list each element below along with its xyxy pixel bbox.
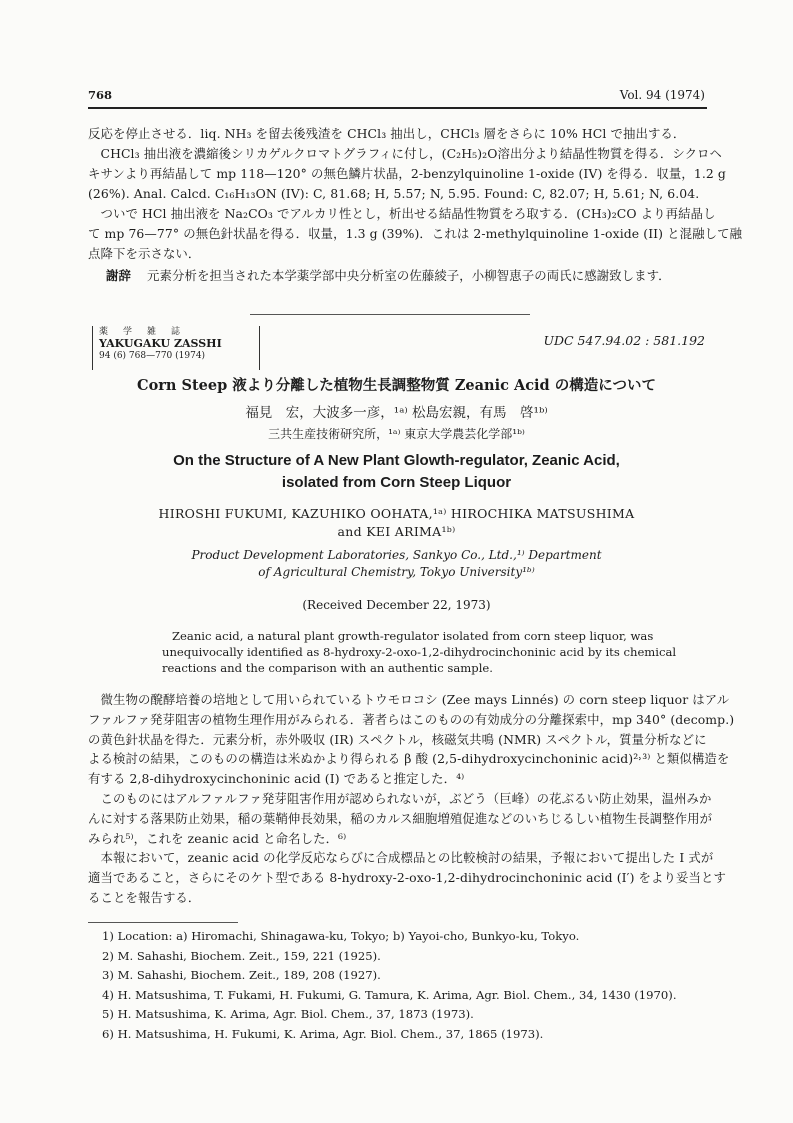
affiliation-japanese: 三共生産技術研究所，¹ᵃ⁾ 東京大学農芸化学部¹ᵇ⁾ — [268, 427, 525, 441]
journal-name-en: YAKUGAKU ZASSHI — [99, 337, 222, 350]
abstract-line: reactions and the comparison with an authentic sample. — [162, 661, 493, 675]
body-line: 微生物の醗酵培養の培地として用いられているトウモロコシ (Zee mays Linnés) の corn steep liquor はアル — [88, 692, 730, 707]
footnotes — [102, 927, 677, 1044]
body-line: ファルファ発芽阻害の植物生理作用がみられる．著者らはこのものの有効成分の分離探索中，mp 340° (decomp.) — [88, 711, 735, 727]
footnote: 2) M. Sahashi, Biochem. Zeit., 159, 221 (1925). — [102, 948, 381, 963]
authors-english-line2: and KEI ARIMA¹ᵇ⁾ — [337, 524, 456, 539]
abstract-line: Zeanic acid, a natural plant growth-regulator isolated from corn steep liquor, was — [172, 629, 654, 643]
journal-name-jp: 薬 学 雑 誌 — [99, 327, 184, 337]
affiliation-english-line1: Product Development Laboratories, Sankyo Co., Ltd.,¹⁾ Department — [191, 548, 602, 562]
acknowledgement-label: 謝辞 — [106, 268, 131, 283]
body-line: よる検討の結果，このものの構造は米ぬかより得られる β 酸 (2,5-dihydroxycinchoninic acid)²˒³⁾ と類似構造を — [88, 751, 730, 767]
prev-line: 点降下を示さない． — [88, 246, 201, 261]
header-rule — [88, 107, 707, 109]
title-english-line2: isolated from Corn Steep Liquor — [281, 474, 512, 491]
footnote: 5) H. Matsushima, K. Arima, Agr. Biol. Chem., 37, 1873 (1973). — [102, 1007, 474, 1021]
footnote: 4) H. Matsushima, T. Fukami, H. Fukumi, G. Tamura, K. Arima, Agr. Biol. Chem., 34, 1430 (1970). — [102, 987, 677, 1002]
footnote: 3) M. Sahashi, Biochem. Zeit., 189, 208 (1927). — [102, 968, 381, 982]
previous-article-text — [88, 124, 743, 264]
prev-line: ついで HCl 抽出液を Na₂CO₃ でアルカリ性とし，析出せる結晶性物質をろ取する．(CH₃)₂CO より再結晶し — [88, 206, 716, 221]
journal-citation: 94 (6) 768—770 (1974) — [99, 351, 206, 361]
body-line: ることを報告する． — [88, 889, 201, 905]
footnote: 1) Location: a) Hiromachi, Shinagawa-ku, Tokyo; b) Yayoi-cho, Bunkyo-ku, Tokyo. — [102, 929, 580, 943]
page-number: 768 — [88, 88, 113, 102]
body-line: 適当であること，さらにそのケト型である 8-hydroxy-2-oxo-1,2-dihydrocinchoninic acid (I′) をより妥当とす — [88, 870, 726, 886]
prev-line: CHCl₃ 抽出液を濃縮後シリカゲルクロマトグラフィに付し，(C₂H₅)₂O溶出分より結晶性物質を得る．シクロヘ — [88, 146, 723, 161]
acknowledgement — [106, 266, 671, 286]
journal-reference-box — [92, 326, 260, 370]
prev-line: (26%). Anal. Calcd. C₁₆H₁₃ON (IV): C, 81.68; H, 5.57; N, 5.95. Found: C, 82.07; H, 5.61; N, 6.04. — [88, 186, 700, 201]
abstract-line: unequivocally identified as 8-hydroxy-2-oxo-1,2-dihydrocinchoninic acid by its chemical — [162, 645, 677, 659]
body-line: 有する 2,8-dihydroxycinchoninic acid (I) であると推定した．⁴⁾ — [88, 771, 465, 787]
authors-english-line1: HIROSHI FUKUMI, KAZUHIKO OOHATA,¹ᵃ⁾ HIROCHIKA MATSUSHIMA — [158, 506, 635, 521]
title-english-line1: On the Structure of A New Plant Glowth-regulator, Zeanic Acid, — [173, 452, 620, 469]
footnote: 6) H. Matsushima, H. Fukumi, K. Arima, Agr. Biol. Chem., 37, 1865 (1973). — [102, 1026, 544, 1041]
body-line: んに対する落果防止効果，稲の葉鞘伸長効果，稲のカルス細胞増殖促進などのいちじるしい植物生長調整作用が — [88, 810, 713, 826]
prev-line: 反応を停止させる．liq. NH₃ を留去後残渣を CHCl₃ 抽出し，CHCl₃ 層をさらに 10% HCl で抽出する． — [88, 126, 686, 141]
volume-label: Vol. 94 (1974) — [619, 88, 705, 102]
body-line: 本報において，zeanic acid の化学反応ならびに合成標品との比較検討の結果，予報において提出した I 式が — [88, 850, 714, 866]
affiliation-english-line2: of Agricultural Chemistry, Tokyo University¹ᵇ⁾ — [258, 565, 535, 579]
received-date: (Received December 22, 1973) — [302, 598, 491, 612]
body-text — [88, 690, 735, 908]
udc-code: UDC 547.94.02 : 581.192 — [543, 333, 705, 348]
title-japanese: Corn Steep 液より分離した植物生長調整物質 Zeanic Acid の構造について — [137, 377, 656, 394]
body-line: の黄色針状晶を得た．元素分析，赤外吸収 (IR) スペクトル，核磁気共鳴 (NMR) スペクトル，質量分析などに — [88, 731, 707, 747]
prev-line: キサンより再結晶して mp 118—120° の無色鱗片状晶，2-benzylquinoline 1-oxide (IV) を得る．収量，1.2 g — [88, 166, 726, 181]
footnote-rule — [88, 922, 238, 923]
prev-line: て mp 76—77° の無色針状晶を得る．収量，1.3 g (39%)．これは 2-methylquinoline 1-oxide (II) と混融して融 — [88, 226, 743, 241]
body-line: このものにはアルファルファ発芽阻害作用が認められないが，ぶどう（巨峰）の花ぶるい防止効果，温州みか — [88, 790, 712, 806]
article-separator — [250, 314, 530, 315]
body-line: みられ⁵⁾，これを zeanic acid と命名した．⁶⁾ — [88, 830, 347, 846]
acknowledgement-text: 元素分析を担当された本学薬学部中央分析室の佐藤綾子，小柳智恵子の両氏に感謝致します． — [147, 268, 671, 283]
authors-japanese: 福見 宏，大波多一彦，¹ᵃ⁾ 松島宏親，有馬 啓¹ᵇ⁾ — [245, 405, 548, 421]
abstract — [162, 628, 677, 676]
